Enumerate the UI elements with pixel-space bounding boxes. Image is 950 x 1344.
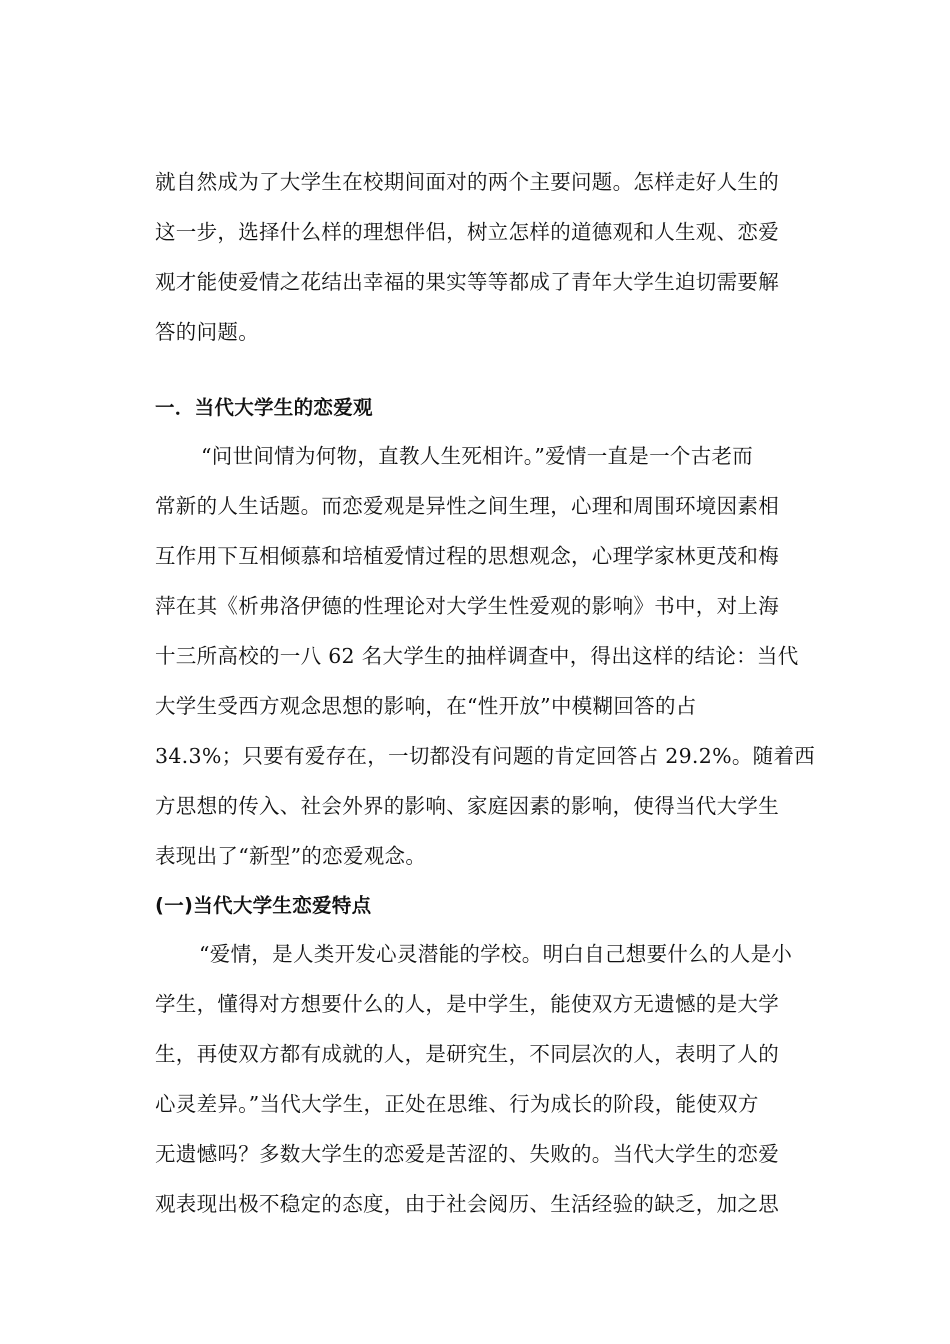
subsection-heading: (一)当代大学生恋爱特点 bbox=[155, 894, 372, 917]
paragraph-line: 心灵差异。”当代大学生，正处在思维、行为成长的阶段，能使双方 bbox=[155, 1092, 759, 1116]
paragraph-line: 常新的人生话题。而恋爱观是异性之间生理，心理和周围环境因素相 bbox=[155, 494, 779, 518]
intro-line: 就自然成为了大学生在校期间面对的两个主要问题。怎样走好人生的 bbox=[155, 170, 779, 194]
paragraph-line: 表现出了“新型”的恋爱观念。 bbox=[155, 844, 427, 868]
paragraph-line: 互作用下互相倾慕和培植爱情过程的思想观念，心理学家林更茂和梅 bbox=[155, 544, 779, 568]
paragraph-line: 十三所高校的一八 62 名大学生的抽样调查中，得出这样的结论：当代 bbox=[155, 644, 799, 668]
paragraph-line: 萍在其《析弗洛伊德的性理论对大学生性爱观的影响》书中，对上海 bbox=[155, 594, 779, 618]
paragraph-line: 学生，懂得对方想要什么的人，是中学生，能使双方无遗憾的是大学 bbox=[155, 992, 779, 1016]
paragraph-line: 生，再使双方都有成就的人，是研究生，不同层次的人，表明了人的 bbox=[155, 1042, 779, 1066]
paragraph-line: 34.3%；只要有爱存在，一切都没有问题的肯定回答占 29.2%。随着西 bbox=[155, 744, 816, 768]
paragraph-line: 方思想的传入、社会外界的影响、家庭因素的影响，使得当代大学生 bbox=[155, 794, 779, 818]
paragraph-line: “爱情，是人类开发心灵潜能的学校。明白自己想要什么的人是小 bbox=[199, 942, 793, 966]
intro-line: 答的问题。 bbox=[155, 320, 259, 344]
paragraph-line: 大学生受西方观念思想的影响，在“性开放”中模糊回答的占 bbox=[155, 694, 697, 718]
paragraph-line: “问世间情为何物，直教人生死相许。”爱情一直是一个古老而 bbox=[201, 444, 754, 468]
paragraph-line: 无遗憾吗？多数大学生的恋爱是苦涩的、失败的。当代大学生的恋爱 bbox=[155, 1142, 779, 1166]
intro-line: 观才能使爱情之花结出幸福的果实等等都成了青年大学生迫切需要解 bbox=[155, 270, 779, 294]
intro-line: 这一步，选择什么样的理想伴侣，树立怎样的道德观和人生观、恋爱 bbox=[155, 220, 779, 244]
paragraph-line: 观表现出极不稳定的态度，由于社会阅历、生活经验的缺乏，加之思 bbox=[155, 1192, 779, 1216]
section-heading: 一．当代大学生的恋爱观 bbox=[155, 396, 373, 419]
